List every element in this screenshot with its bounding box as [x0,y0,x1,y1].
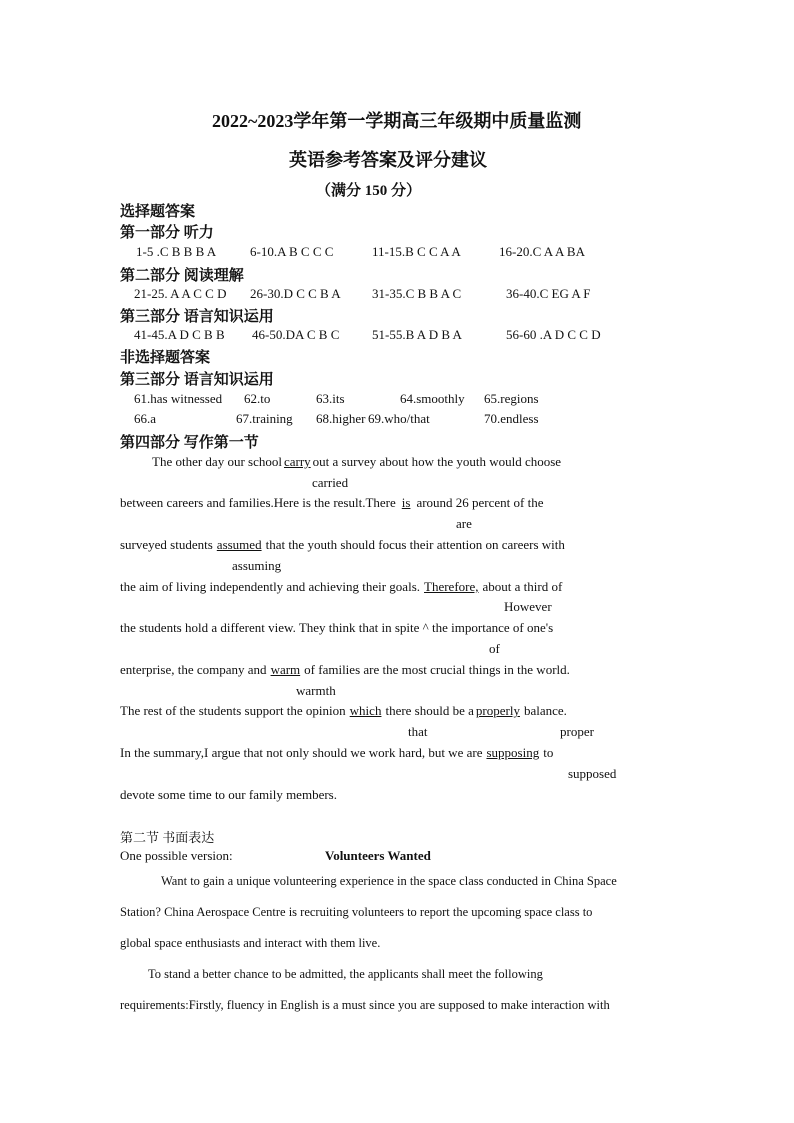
error-word: properly [475,703,520,718]
correction: supposed [568,766,617,781]
choice-heading: 选择题答案 [120,204,196,220]
passage-line [120,703,567,719]
correction: that [408,724,428,739]
answer-group: 36-40.C EG A F [506,286,591,301]
error-word: which [349,703,382,718]
answer-group: 41-45.A D C B B [134,327,225,342]
error-word: is [401,495,411,510]
passage-line [120,537,565,553]
passage-line [120,745,553,761]
answer-group: 6-10.A B C C C [250,244,334,259]
correction: are [456,516,472,531]
answer-group: 21-25. A A C C D [134,286,227,301]
answer-group: 1-5 .C B B B A [136,244,217,259]
essay-line: Station? China Aerospace Centre is recruiting volunteers to report the upcoming space class to [120,905,593,919]
passage-text: around 26 percent of the [416,495,544,510]
fill-answer: 68.higher [316,411,366,426]
error-word: carry [283,454,311,469]
essay-line: Want to gain a unique volunteering experience in the space class conducted in China Space [161,874,617,888]
passage-line [152,454,561,470]
essay-line: global space enthusiasts and interact with them live. [120,936,381,950]
passage-text: surveyed students [120,537,213,552]
passage-text: about a third of [482,579,563,594]
passage-text: of families are the most crucial things in the world. [304,662,570,677]
answer-group: 11-15.B C C A A [372,244,461,259]
correction: proper [560,724,594,739]
nonchoice-part3-title: 第三部分 语言知识运用 [120,372,274,388]
passage-text: The rest of the students support the opinion [120,703,346,718]
passage-line: the students hold a different view. They think that in spite ^ the importance of one's [120,620,554,635]
part2-title: 第二部分 阅读理解 [120,268,244,284]
version-label: One possible version: [120,848,233,863]
nonchoice-heading: 非选择题答案 [120,350,211,366]
correction: assuming [232,558,282,573]
answer-group: 56-60 .A D C C D [506,327,601,342]
error-word: supposing [486,745,540,760]
passage-text: there should be a [385,703,474,718]
passage-line [120,495,544,511]
answer-group: 16-20.C A A BA [499,244,585,259]
passage-text: to [543,745,554,760]
part1-title: 第一部分 听力 [120,225,214,241]
fill-answer: 66.a [134,411,157,426]
essay-title: Volunteers Wanted [325,848,431,863]
passage-line [120,662,570,678]
correction: of [489,641,500,656]
error-word: assumed [216,537,262,552]
passage-line [120,579,562,595]
fill-answer: 70.endless [484,411,539,426]
answer-group: 26-30.D C C B A [250,286,341,301]
fill-answer: 63.its [316,391,345,406]
correction: carried [312,475,349,490]
essay-line: To stand a better chance to be admitted, the applicants shall meet the following [148,967,543,981]
answer-group: 51-55.B A D B A [372,327,462,342]
section2-title: 第二节 书面表达 [120,830,215,845]
fill-answer: 62.to [244,391,271,406]
passage-text: balance. [523,703,567,718]
page-title: 2022~2023学年第一学期高三年级期中质量监测 [212,111,582,131]
correction: However [504,599,552,614]
error-word: warm [270,662,301,677]
part4-title: 第四部分 写作第一节 [120,435,259,451]
passage-text: out a survey about how the youth would choose [312,454,562,469]
passage-text: that the youth should focus their attention on careers with [265,537,565,552]
answer-group: 46-50.DA C B C [252,327,340,342]
fill-answer: 64.smoothly [400,391,465,406]
passage-text: the aim of living independently and achieving their goals. [120,579,421,594]
fill-answer: 67.training [236,411,293,426]
essay-line: requirements:Firstly, fluency in English is a must since you are supposed to make interaction with [120,998,610,1012]
error-word: Therefore, [424,579,479,594]
page-subtitle: 英语参考答案及评分建议 [289,150,487,170]
passage-text: enterprise, the company and [120,662,267,677]
passage-text: between careers and families.Here is the result.There [120,495,396,510]
fill-answer: 65.regions [484,391,539,406]
passage-line: devote some time to our family members. [120,787,337,802]
answer-group: 31-35.C B B A C [372,286,462,301]
fill-answer: 61.has witnessed [134,391,223,406]
correction: warmth [296,683,336,698]
passage-text: The other day our school [152,454,282,469]
passage-text: In the summary,I argue that not only should we work hard, but we are [120,745,483,760]
part3-title: 第三部分 语言知识运用 [120,309,274,325]
full-score: （满分 150 分） [316,183,422,199]
fill-answer: 69.who/that [368,411,430,426]
